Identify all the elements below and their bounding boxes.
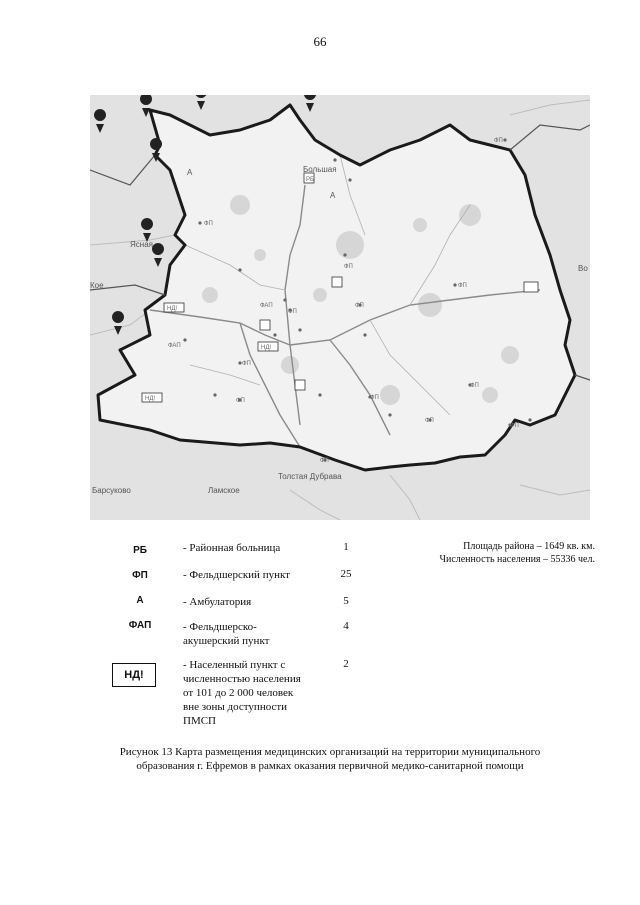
place-label: Во (578, 264, 588, 273)
marker-label: РБ (306, 177, 314, 183)
legend-count-fap: 4 (343, 620, 349, 632)
ambulatory-marker (295, 380, 305, 390)
legend-abbr-rb: РБ (133, 545, 147, 556)
marker-label: ФП (355, 303, 364, 309)
marker-label: А (187, 168, 193, 177)
legend-abbr-nd: НД! (112, 663, 156, 687)
legend-count-nd: 2 (343, 658, 349, 670)
page-number: 66 (313, 34, 327, 49)
district-stats (400, 540, 595, 566)
marker-label: ФП (470, 383, 479, 389)
legend-count-fp: 25 (340, 568, 352, 580)
ambulatory-marker (260, 320, 270, 330)
marker-label: НД! (167, 306, 178, 312)
place-label: Большая (303, 165, 337, 174)
marker-label: ФП (425, 418, 434, 424)
legend-label-a: - Амбулатория (183, 596, 252, 608)
ambulatory-marker (332, 277, 342, 287)
ambulatory-marker (524, 282, 538, 292)
marker-label: ФП (510, 423, 519, 429)
legend-count-rb: 1 (343, 541, 349, 553)
legend-abbr-fp: ФП (132, 570, 148, 581)
area-text: Площадь района – 1649 кв. км. (463, 541, 595, 552)
marker-label: ФАП (260, 303, 273, 309)
map-svg (90, 95, 590, 520)
marker-label: ФП (494, 138, 503, 144)
place-label: Кое (90, 281, 104, 290)
place-label: Барсуково (92, 486, 131, 495)
marker-label: ФП (242, 361, 251, 367)
legend-abbr-a: А (136, 595, 144, 606)
place-label: Ясная (130, 240, 153, 249)
legend-abbr-fap: ФАП (128, 620, 152, 631)
legend-label-nd: - Населенный пункт с численностью населения от 101 до 2 000 человек вне зоны доступности ПМСП (183, 659, 301, 727)
marker-label: НД! (145, 396, 156, 402)
legend-label-rb: - Районная больница (183, 542, 281, 554)
marker-label: ФП (288, 309, 297, 315)
district-map (90, 95, 590, 520)
marker-label: ФАП (168, 343, 181, 349)
marker-label: ФП (204, 221, 213, 227)
place-label: Толстая Дубрава (278, 472, 342, 481)
marker-label: ФП (236, 398, 245, 404)
marker-label: ФП (370, 395, 379, 401)
marker-label: ФП (344, 264, 353, 270)
legend-count-a: 5 (343, 595, 349, 607)
legend-label-fp: - Фельдшерский пункт (183, 569, 290, 581)
marker-label: НД! (261, 345, 272, 351)
place-label: Ламское (208, 486, 240, 495)
marker-label: ФП (320, 458, 329, 464)
legend-label-fap: - Фельдшерско-акушерский пункт (183, 621, 270, 647)
population-text: Численность населения – 55336 чел. (439, 554, 595, 565)
figure-caption: Рисунок 13 Карта размещения медицинских организаций на территории муниципального образования г. Ефремов в рамках оказания первичной медико-санитарной помощи (119, 746, 541, 772)
marker-label: ФП (458, 283, 467, 289)
marker-label: А (330, 191, 336, 200)
